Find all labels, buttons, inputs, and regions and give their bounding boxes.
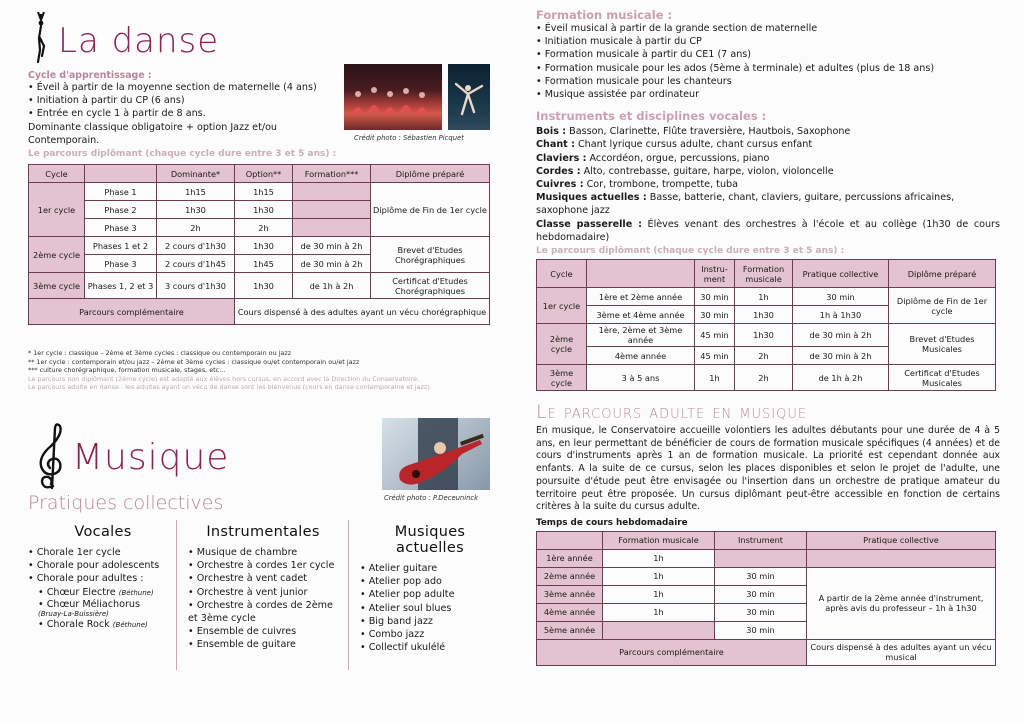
compl-value: Cours dispensé à des adultes ayant un vécu chorégraphique — [235, 299, 490, 325]
cell: 1h à 1h30 — [793, 306, 889, 324]
th-formation: Formation musicale — [735, 260, 793, 288]
danse-line: • Initiation à partir du CP (6 ans) — [28, 95, 185, 107]
cycle-2-cell: 2ème cycle — [29, 237, 85, 273]
cycle-3-cell: 3ème cycle — [537, 365, 587, 391]
th-pratique: Pratique collective — [793, 260, 889, 288]
danse-line: Dominante classique obligatoire + option Jazz et/ou Contemporain. — [28, 121, 278, 146]
instrumentales-title: Instrumentales — [206, 524, 320, 540]
cell-empty — [293, 201, 371, 219]
vocales-item-place: (Béthune) — [112, 620, 148, 629]
instr-val: Basse, batterie, chant, claviers, guitare, percussions africaines, saxophone jazz — [536, 192, 955, 217]
diplome-1: Diplôme de Fin de 1er cycle — [889, 288, 996, 324]
th-diplome: Diplôme préparé — [371, 165, 490, 183]
cell — [715, 549, 807, 567]
cell: 2 cours d'1h30 — [157, 237, 235, 255]
cell: Phase 1 — [85, 183, 157, 201]
cell: 1h30 — [157, 201, 235, 219]
instr-val: Alto, contrebasse, guitare, harpe, violon, violoncelle — [580, 165, 834, 177]
actuelles-item: • Atelier pop adulte — [360, 589, 455, 601]
vocales-item: • Chœur Méliachorus — [38, 598, 141, 610]
instrumentales-column — [188, 524, 338, 652]
year-cell: 5ème année — [537, 621, 603, 639]
cycle-3-cell: 3ème cycle — [29, 273, 85, 299]
column-divider — [348, 520, 349, 670]
music-table — [536, 259, 996, 391]
danse-title: La danse — [58, 21, 220, 61]
instr-key: Classe passerelle : — [536, 218, 642, 230]
column-divider — [176, 520, 177, 670]
cell-empty — [293, 183, 371, 201]
treble-clef-icon — [34, 420, 68, 492]
instr-val: Chant lyrique cursus adulte, chant cursus enfant — [574, 139, 813, 151]
vocales-item-place: (Béthune) — [118, 588, 154, 597]
instru-item: • Ensemble de cuivres — [188, 626, 297, 638]
th-blank — [587, 260, 695, 288]
cell: 45 min — [695, 324, 735, 347]
compl-value: Cours dispensé à des adultes ayant un vécu musical — [807, 639, 996, 665]
year-cell: 2ème année — [537, 567, 603, 585]
cell: 2h — [735, 365, 793, 391]
formation-line: • Formation musicale à partir du CE1 (7 ans) — [536, 49, 752, 61]
danse-note: * 1er cycle : classique – 2ème et 3ème cycles : classique ou contemporain ou jazz — [28, 349, 292, 357]
year-cell: 4ème année — [537, 603, 603, 621]
diplome-2: Brevet d'Etudes Musicales — [889, 324, 996, 365]
formation-line: • Musique assistée par ordinateur — [536, 89, 700, 101]
diplome-1: Diplôme de Fin de 1er cycle — [371, 183, 490, 237]
diplome-3: Certificat d'Etudes Chorégraphiques — [371, 273, 490, 299]
cycle-1-cell: 1er cycle — [537, 288, 587, 324]
cell: 1h — [695, 365, 735, 391]
cell: de 30 min à 2h — [793, 324, 889, 347]
dance-photo-duo — [448, 64, 490, 130]
cell: 30 min — [715, 585, 807, 603]
danse-line: • Éveil à partir de la moyenne section de maternelle (4 ans) — [28, 82, 317, 93]
danse-note: Le parcours adulte en danse : les adultes ayant un vécu de danse sont les bienvenus (cours en danse contemporaine et jazz). — [28, 383, 432, 392]
cycle-2-cell: 2ème cycle — [537, 324, 587, 365]
actuelles-item: • Atelier soul blues — [360, 602, 452, 614]
cell: 1h15 — [157, 183, 235, 201]
cell: de 30 min à 2h — [293, 255, 371, 273]
instru-item: • Orchestre à cordes 1er cycle — [188, 560, 335, 572]
cell: 4ème année — [587, 347, 695, 365]
th-cycle: Cycle — [29, 165, 85, 183]
right-column — [536, 8, 1000, 666]
th-cycle: Cycle — [537, 260, 587, 288]
cell: Phases 1 et 2 — [85, 237, 157, 255]
vocales-item: • Chœur Electre — [38, 586, 116, 598]
cell: 1h — [603, 549, 715, 567]
cell: 3 cours d'1h30 — [157, 273, 235, 299]
cell: 1h15 — [235, 183, 293, 201]
cell: 2h — [157, 219, 235, 237]
th-pratique: Pratique collective — [807, 531, 996, 549]
cell-empty — [293, 219, 371, 237]
cycle-heading: Cycle d'apprentissage : — [28, 70, 152, 81]
vocales-item-place: (Bruay-La-Buissière) — [38, 609, 109, 618]
actuelles-item: • Big band jazz — [360, 615, 433, 627]
cell: 1h30 — [735, 306, 793, 324]
th-diplome: Diplôme préparé — [889, 260, 996, 288]
cell-empty — [807, 549, 996, 567]
instru-item: • Musique de chambre — [188, 547, 298, 558]
formation-line: • Formation musicale pour les ados (5ème à terminale) et adultes (plus de 18 ans) — [536, 62, 935, 74]
formation-line: • Initiation musicale à partir du CP — [536, 36, 702, 48]
cell: 30 min — [715, 621, 807, 639]
danse-note: *** culture chorégraphique, formation musicale, stages, etc... — [28, 366, 226, 375]
pratique-cell: A partir de la 2ème année d'instrument, après avis du professeur – 1h à 1h30 — [807, 567, 996, 639]
cell: Phases 1, 2 et 3 — [85, 273, 157, 299]
cell: 30 min — [793, 288, 889, 306]
adulte-text: En musique, le Conservatoire accueille volontiers les adultes débutants pour une durée de 4 à 5 ans, en leur permettant de bénéficier de cours de formation musicale spécifiques (4 années) et de cours d'instruments après 1 an de formation musicale. La priorité est cependant donnée aux enfants. A la suite de ce cursus, selon les places disponibles et selon le projet de l'adulte, une poursuite d'étude peut être envisagée ou l'insertion dans un orchestre de pratique amateur du territoire peut être proposée. Un cursus diplômant peut-être accessible en fonction de certains critères à la suite du cursus adulte. — [536, 425, 1000, 513]
cell: 30 min — [715, 603, 807, 621]
actuelles-item: • Atelier pop ado — [360, 576, 442, 588]
cell: Phase 3 — [85, 255, 157, 273]
adulte-table — [536, 531, 996, 666]
cell: 3 à 5 ans — [587, 365, 695, 391]
vocales-column — [28, 524, 178, 631]
cell: de 1h à 2h — [793, 365, 889, 391]
instru-item: • Orchestre à cordes de 2ème et 3ème cycle — [188, 599, 333, 625]
music-parcours-heading: Le parcours diplômant (chaque cycle dure entre 3 et 5 ans) : — [536, 246, 845, 257]
cell: 30 min — [695, 288, 735, 306]
cell: 1h45 — [235, 255, 293, 273]
instr-val: Élèves venant des orchestres à l'école et au collège (1h30 de cours hebdomadaire) — [536, 218, 1000, 243]
actuelles-item: • Collectif ukulélé — [360, 642, 446, 654]
vocales-item: • Chorale Rock — [38, 618, 110, 630]
th-blank — [537, 531, 603, 549]
instr-key: Claviers : — [536, 152, 587, 164]
instruments-heading: Instruments et disciplines vocales : — [536, 109, 767, 124]
cell: 1h — [603, 585, 715, 603]
cell: 3ème et 4ème année — [587, 306, 695, 324]
th-instrument: Instru-ment — [695, 260, 735, 288]
formation-heading: Formation musicale : — [536, 8, 673, 22]
dance-photo-group — [344, 64, 442, 130]
instr-val: Basson, Clarinette, Flûte traversière, Hautbois, Saxophone — [566, 126, 851, 138]
compl-label: Parcours complémentaire — [29, 299, 235, 325]
cell: 1h30 — [235, 237, 293, 255]
cycle-1-label: 1er cycle — [37, 204, 76, 215]
th-blank — [85, 165, 157, 183]
pratiques-title: Pratiques collectives — [28, 492, 224, 514]
instru-item: • Ensemble de guitare — [188, 639, 296, 651]
actuelles-title: Musiques actuelles — [394, 524, 466, 556]
danse-parcours-heading: Le parcours diplômant (chaque cycle dure entre 3 et 5 ans) : — [28, 149, 337, 159]
instr-val: Accordéon, orgue, percussions, piano — [586, 152, 770, 164]
cell: de 30 min à 2h — [793, 347, 889, 365]
cell: 45 min — [695, 347, 735, 365]
cell: 2h — [735, 347, 793, 365]
th-instrument: Instrument — [715, 531, 807, 549]
dancer-icon — [28, 12, 54, 64]
cell: 1h30 — [235, 201, 293, 219]
cell: 30 min — [695, 306, 735, 324]
th-dominante: Dominante* — [157, 165, 235, 183]
musique-title: Musique — [72, 437, 230, 478]
diplome-3: Certificat d'Etudes Musicales — [889, 365, 996, 391]
danse-line: • Entrée en cycle 1 à partir de 8 ans. — [28, 108, 206, 120]
cell: 1h — [735, 288, 793, 306]
danse-note: ** 1er cycle : contemporain et/ou jazz – 2ème et 3ème cycles : classique ou/et contemporain ou/et jazz — [28, 357, 360, 366]
danse-note: Le parcours non diplômant (2ème cycle) est adapté aux élèves hors cursus, en accord avec la Direction du Conservatoire. — [28, 374, 420, 383]
instr-val: Cor, trombone, trompette, tuba — [583, 179, 738, 191]
cell: 1ère, 2ème et 3ème année — [587, 324, 695, 347]
cell: Phase 3 — [85, 219, 157, 237]
musique-photo-credit: Crédit photo : P.Deceuninck — [384, 494, 479, 502]
actuelles-column — [360, 524, 500, 654]
vocales-item: • Chorale pour adultes : — [28, 573, 144, 585]
instru-item: • Orchestre à vent junior — [188, 586, 308, 598]
actuelles-item: • Atelier guitare — [360, 563, 438, 574]
cell: de 1h à 2h — [293, 273, 371, 299]
vocales-title: Vocales — [74, 524, 132, 540]
actuelles-item: • Combo jazz — [360, 629, 425, 641]
instr-key: Musiques actuelles : — [536, 192, 647, 204]
diplome-2: Brevet d'Etudes Chorégraphiques — [371, 237, 490, 273]
guitar-photo — [382, 418, 490, 490]
vocales-item: • Chorale 1er cycle — [28, 547, 121, 558]
cell: 1h — [603, 567, 715, 585]
formation-line: • Formation musicale pour les chanteurs — [536, 75, 732, 87]
cell: Phase 2 — [85, 201, 157, 219]
vocales-item: • Chorale pour adolescents — [28, 560, 160, 572]
temps-heading: Temps de cours hebdomadaire — [536, 517, 688, 528]
cell: 2 cours d'1h45 — [157, 255, 235, 273]
th-formation: Formation musicale — [603, 531, 715, 549]
instr-key: Cordes : — [536, 165, 581, 177]
cell: de 30 min à 2h — [293, 237, 371, 255]
cell — [603, 621, 715, 639]
danse-photo-credit: Crédit photo : Sébastien Picquet — [354, 134, 464, 142]
year-cell: 1ère année — [537, 549, 603, 567]
cell: 1h30 — [235, 273, 293, 299]
cell: 30 min — [715, 567, 807, 585]
instr-key: Bois : — [536, 126, 567, 138]
cell: 1ère et 2ème année — [587, 288, 695, 306]
year-cell: 3ème année — [537, 585, 603, 603]
cell: 1h — [603, 603, 715, 621]
th-option: Option** — [235, 165, 293, 183]
cell: 1h30 — [735, 324, 793, 347]
cycle-1-cell — [29, 183, 85, 237]
instr-key: Cuivres : — [536, 179, 584, 191]
adulte-title: Le parcours adulte en musique — [536, 401, 808, 424]
cell: 2h — [235, 219, 293, 237]
compl-label: Parcours complémentaire — [537, 639, 807, 665]
instru-item: • Orchestre à vent cadet — [188, 573, 308, 585]
instr-key: Chant : — [536, 139, 575, 151]
th-formation: Formation*** — [293, 165, 371, 183]
danse-table — [28, 164, 490, 325]
formation-line: • Éveil musical à partir de la grande section de maternelle — [536, 23, 818, 34]
